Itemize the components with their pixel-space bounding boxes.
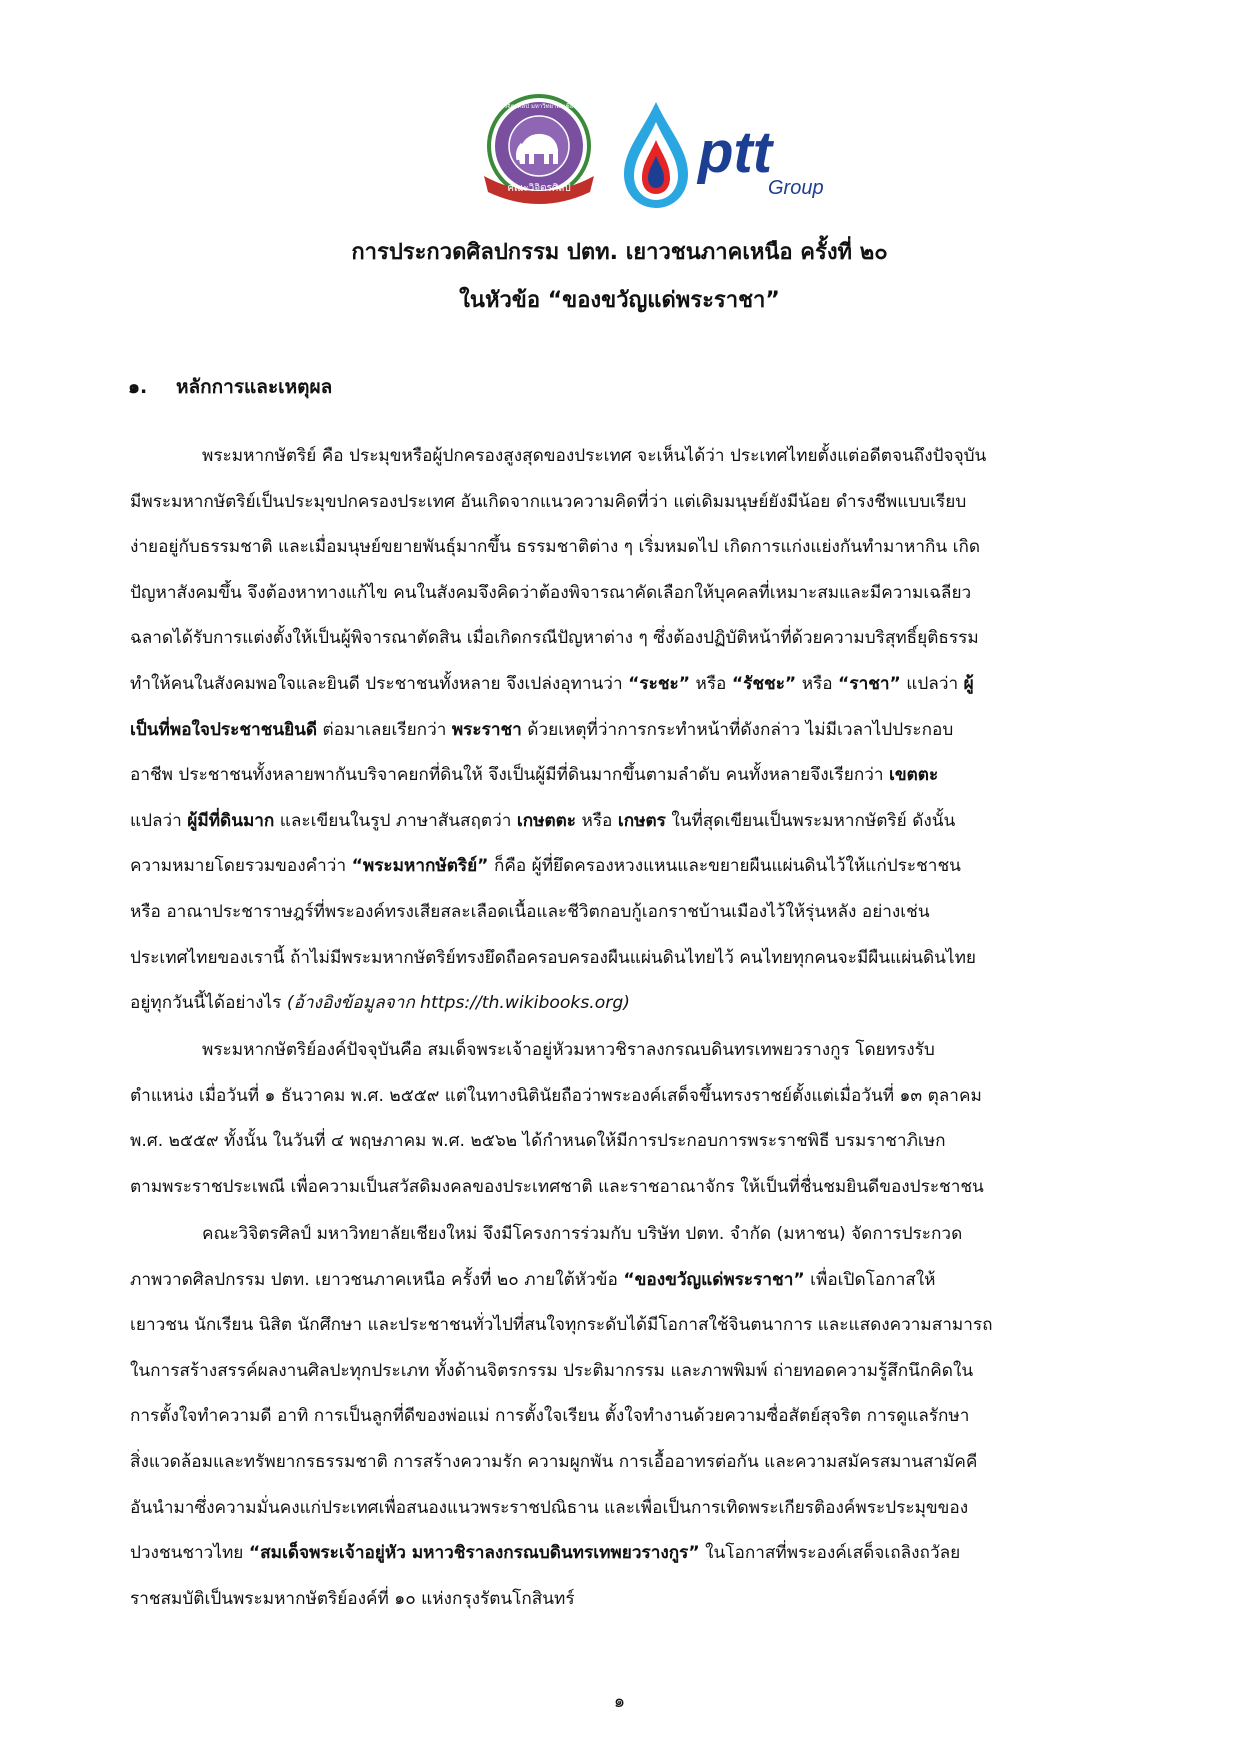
text-line: ภาพวาดศิลปกรรม ปตท. เยาวชนภาคเหนือ ครั้งที่ ๒๐ ภายใต้หัวข้อ “ของขวัญแด่พระราชา” เพื่อเปิดโอกาสให้ [130,1269,936,1290]
text-line: ง่ายอยู่กับธรรมชาติ และเมื่อมนุษย์ขยายพันธุ์มากขึ้น ธรรมชาติต่าง ๆ เริ่มหมดไป เกิดการแก่งแย่งกันทำมาหากิน เกิด [130,537,981,558]
section-heading [128,372,332,402]
header-logos [0,92,1239,217]
text-line: ความหมายโดยรวมของคำว่า “พระมหากษัตริย์” ก็คือ ผู้ที่ยึดครองหวงแหนและขยายผืนแผ่นดินไว้ให้แก่ประชาชน [130,856,961,877]
text-line: มีพระมหากษัตริย์เป็นประมุขปกครองประเทศ อันเกิดจากแนวความคิดที่ว่า แต่เดิมมนุษย์ยังมีน้อย ดำรงชีพแบบเรียบ [130,491,967,512]
paragraph-project [130,1212,1145,1622]
text-line: พ.ศ. ๒๕๕๙ ทั้งนั้น ในวันที่ ๔ พฤษภาคม พ.ศ. ๒๕๖๒ ได้กำหนดให้มีการประกอบการพระราชพิธี บรมราชาภิเษก [130,1131,946,1152]
text-line: พระมหากษัตริย์องค์ปัจจุบันคือ สมเด็จพระเจ้าอยู่หัวมหาวชิราลงกรณบดินทรเทพยวรางกูร โดยทรงรับ [202,1040,935,1060]
text-line: ตามพระราชประเพณี เพื่อความเป็นสวัสดิมงคลของประเทศชาติ และราชอาณาจักร ให้เป็นที่ชื่นชมยินดีของประชาชน [130,1176,984,1197]
section-title: หลักการและเหตุผล [176,376,333,398]
text-line: เยาวชน นักเรียน นิสิต นักศึกษา และประชาชนทั่วไปที่สนใจทุกระดับได้มีโอกาสใช้จินตนาการ และแสดงความสามารถ [130,1315,993,1336]
svg-text:คณะวิจิตรศิลป์ มหาวิทยาลัยเชีย: คณะวิจิตรศิลป์ มหาวิทยาลัยเชียงใหม่ [490,103,588,110]
text-line: ประเทศไทยของเรานี้ ถ้าไม่มีพระมหากษัตริย์ทรงยึดถือครอบครองผืนแผ่นดินไทยไว้ คนไทยทุกคนจะมีผืนแผ่นดินไทย [130,947,976,968]
text-line: เป็นที่พอใจประชาชนยินดี ต่อมาเลยเรียกว่า พระราชา ด้วยเหตุที่ว่าการกระทำหน้าที่ดังกล่าว ไม่มีเวลาไปประกอบ [130,719,954,740]
paragraph-rationale [130,434,1145,1027]
text-line: ราชสมบัติเป็นพระมหากษัตริย์องค์ที่ ๑๐ แห่งกรุงรัตนโกสินทร์ [130,1588,575,1609]
text-line: ปวงชนชาวไทย “สมเด็จพระเจ้าอยู่หัว มหาวชิราลงกรณบดินทรเทพยวรางกูร” ในโอกาสที่พระองค์เสด็จเถลิงถวัลย [130,1543,961,1564]
ptt-wordmark-logo [694,120,844,200]
ptt-drop-logo [620,100,692,212]
page-number: ๑ [613,1691,626,1712]
faculty-seal-logo [478,92,600,210]
text-line: อยู่ทุกวันนี้ได้อย่างไร (อ้างอิงข้อมูลจาก https://th.wikibooks.org) [130,993,630,1014]
text-line: อันนำมาซึ่งความมั่นคงแก่ประเทศเพื่อสนองแนวพระราชปณิธาน และเพื่อเป็นการเทิดพระเกียรติองค์พระประมุขของ [130,1497,969,1518]
text-line: คณะวิจิตรศิลป์ มหาวิทยาลัยเชียงใหม่ จึงมีโครงการร่วมกับ บริษัท ปตท. จำกัด (มหาชน) จัดการประกวด [202,1224,963,1244]
text-line: ฉลาดได้รับการแต่งตั้งให้เป็นผู้พิจารณาตัดสิน เมื่อเกิดกรณีปัญหาต่าง ๆ ซึ่งต้องปฏิบัติหน้าที่ด้วยความบริสุทธิ์ยุติธรรม [130,628,979,649]
svg-text:ptt: ptt [698,120,773,185]
text-line: ปัญหาสังคมขึ้น จึงต้องหาทางแก้ไข คนในสังคมจึงคิดว่าต้องพิจารณาคัดเลือกให้บุคคลที่เหมาะสมและมีความเฉลียว [130,582,972,603]
document-title: การประกวดศิลปกรรม ปตท. เยาวชนภาคเหนือ ครั้งที่ ๒๐ [351,240,888,265]
text-line: ทำให้คนในสังคมพอใจและยินดี ประชาชนทั้งหลาย จึงเปล่งอุทานว่า “ระชะ” หรือ “รัชชะ” หรือ “ราชา” แปลว่า ผู้ [130,673,974,694]
text-line: ในการสร้างสรรค์ผลงานศิลปะทุกประเภท ทั้งด้านจิตรกรรม ประติมากรรม และภาพพิมพ์ ถ่ายทอดความรู้สึกนึกคิดใน [130,1360,974,1381]
text-line: พระมหากษัตริย์ คือ ประมุขหรือผู้ปกครองสูงสุดของประเทศ จะเห็นได้ว่า ประเทศไทยตั้งแต่อดีตจนถึงปัจจุบัน [202,446,987,466]
reference-citation: (อ้างอิงข้อมูลจาก https://th.wikibooks.org) [286,993,630,1014]
text-line: ตำแหน่ง เมื่อวันที่ ๑ ธันวาคม พ.ศ. ๒๕๕๙ แต่ในทางนิตินัยถือว่าพระองค์เสด็จขึ้นทรงราชย์ตั้งแต่เมื่อวันที่ ๑๓ ตุลาคม [130,1085,982,1106]
text-line: การตั้งใจทำความดี อาทิ การเป็นลูกที่ดีของพ่อแม่ การตั้งใจเรียน ตั้งใจทำงานด้วยความซื่อสัตย์สุจริต การดูแลรักษา [130,1406,970,1427]
text-line: แปลว่า ผู้มีที่ดินมาก และเขียนในรูป ภาษาสันสฤตว่า เกษตตะ หรือ เกษตร ในที่สุดเขียนเป็นพระมหากษัตริย์ ดังนั้น [130,810,956,831]
svg-text:คณะวิจิตรศิลป์: คณะวิจิตรศิลป์ [507,183,571,194]
section-number: ๑. [128,376,148,398]
text-line: หรือ อาณาประชาราษฎร์ที่พระองค์ทรงเสียสละเลือดเนื้อและชีวิตกอบกู้เอกราชบ้านเมืองไว้ให้รุ่นหลัง อย่างเช่น [130,901,930,922]
text-line: อาชีพ ประชาชนทั้งหลายพากันบริจาคยกที่ดินให้ จึงเป็นผู้มีที่ดินมากขึ้นตามลำดับ คนทั้งหลายจึงเรียกว่า เขตตะ [130,765,939,786]
svg-text:Group: Group [768,177,824,199]
paragraph-current-king [130,1028,1145,1210]
text-line: สิ่งแวดล้อมและทรัพยากรธรรมชาติ การสร้างความรัก ความผูกพัน การเอื้ออาทรต่อกัน และความสมัครสมานสามัคคี [130,1451,978,1472]
document-subtitle: ในหัวข้อ “ของขวัญแด่พระราชา” [459,288,780,313]
